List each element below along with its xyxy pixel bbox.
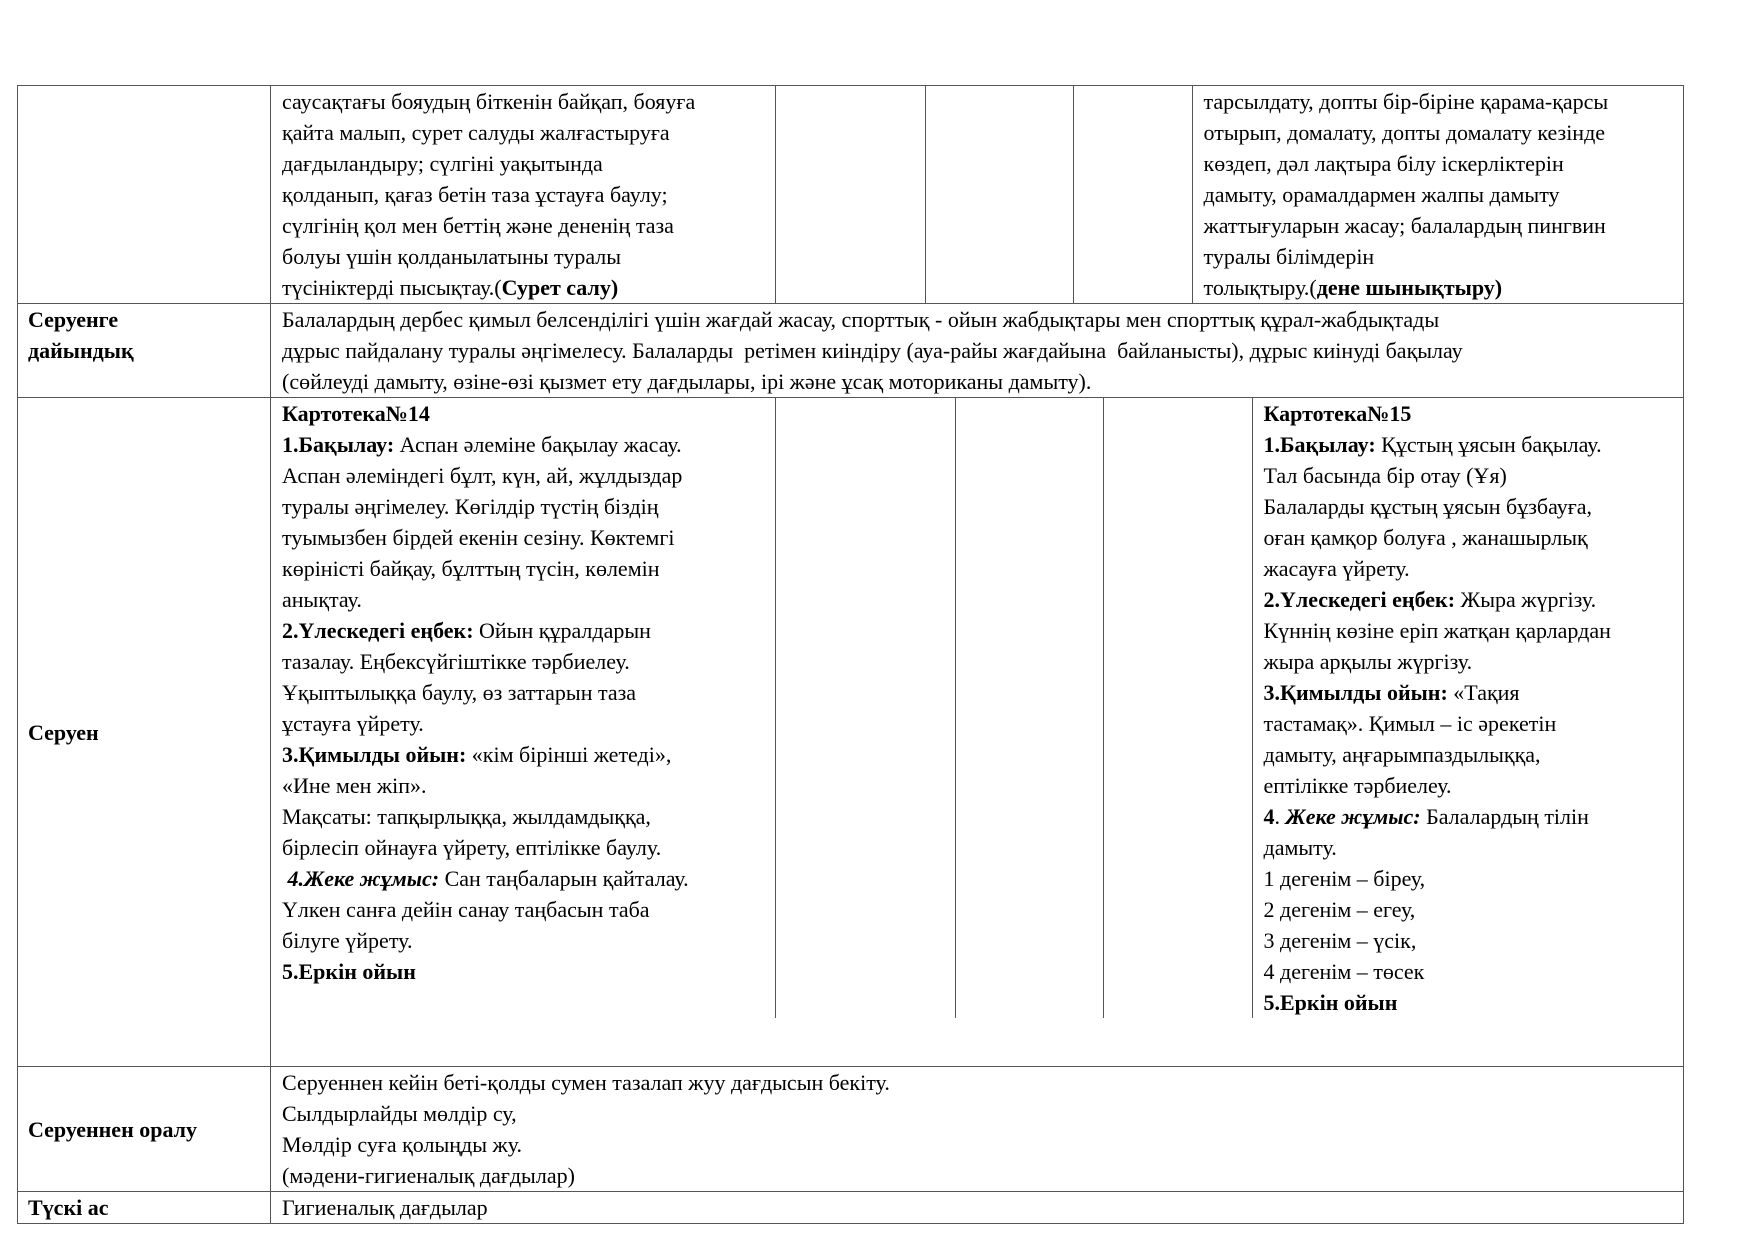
- section-head: 2.Үлескедегі еңбек:: [282, 618, 474, 643]
- return-text: Серуеннен кейін беті-қолды сумен тазалап жуу дағдысын бекіту. Сылдырлайды мөлдір су, Мөлдір суға қолыңды жу. (мәдени-гигиеналық дағдылар): [271, 1067, 1684, 1192]
- section-head: 3.Қимылды ойын:: [1263, 680, 1448, 705]
- schedule-table: [17, 85, 1684, 1224]
- text-line: туралы білімдерін: [1203, 244, 1375, 269]
- table-row-activity: [18, 86, 1684, 304]
- table-row-lunch: [18, 1192, 1684, 1224]
- section-head: 1.Бақылау:: [1263, 432, 1376, 457]
- empty-cell: [1103, 398, 1252, 1018]
- text-line: Балалардың дербес қимыл белсенділігі үшін жағдай жасау, спорттық - ойын жабдықтары мен спорттық құрал-жабдықтады: [282, 307, 1440, 332]
- text-line: (сөйлеуді дамыту, өзіне-өзі қызмет ету дағдылары, ірі және ұсақ моториканы дамыту).: [282, 369, 1092, 394]
- section-head: 1.Бақылау:: [282, 432, 395, 457]
- activity-drawing-cell: [271, 86, 775, 303]
- text-line: көздеп, дәл лақтыра білу іскерліктерін: [1203, 151, 1564, 176]
- section-head: 4.Жеке жұмыс:: [282, 866, 440, 891]
- row-label-return: Серуеннен оралу: [18, 1067, 271, 1192]
- text-line: жаттығуларын жасау; балалардың пингвин: [1203, 213, 1606, 238]
- text-line: дұрыс пайдалану туралы әңгімелесу. Балаларды ретімен киіндіру (ауа-райы жағдайына байланысты), дұрыс киінуді бақылау: [282, 338, 1463, 363]
- row-label-walk: Серуен: [18, 398, 271, 1067]
- activity-pe-cell: [1192, 86, 1684, 303]
- section-head: 3.Қимылды ойын:: [282, 742, 467, 767]
- row-label-lunch: Түскі ас: [18, 1192, 271, 1224]
- section-head: Жеке жұмыс:: [1285, 804, 1421, 829]
- text-line: дамыту, орамалдармен жалпы дамыту: [1203, 182, 1560, 207]
- empty-cell: [925, 86, 1073, 303]
- text-line: саусақтағы бояудың біткенін байқап, бояуға: [282, 89, 696, 114]
- card-title: Картотека№14: [282, 401, 430, 426]
- section-head: 2.Үлескедегі еңбек:: [1263, 587, 1456, 612]
- row-label-walk-prep: Серуенге дайындық: [18, 304, 271, 398]
- text-line: болуы үшін қолданылатыны туралы: [282, 244, 622, 269]
- text-line: толықтыру.(: [1203, 275, 1317, 300]
- card-title: Картотека№15: [1263, 401, 1412, 426]
- walk-card-14: Картотека№14 1.Бақылау: Аспан әлеміне бақылау жасау. Аспан әлеміндегі бұлт, күн, ай, жұлдыздар туралы әңгімелеу. Көгілдір түстің біздің туымызбен бірдей екенін сезіну. Көктемгі көріністі байқау, бұлттың түсін, көлемін анықтау. 2.Үлескедегі еңбек: Ойын құралдарын тазалау. Еңбексүйгіштікке тәрбиелеу. Ұқыптылыққа баулу, өз заттарын таза ұстауға үйрету. 3.Қимылды ойын: «кім бірінші жетеді», «Ине мен жіп». Мақсаты: тапқырлыққа, жылдамдыққа, бірлесіп ойнауға үйрету, ептілікке баулу. 4.Жеке жұмыс: Сан таңбаларын қайталау. Үлкен санға дейін санау таңбасын таба білуге үйрету. 5.Еркін ойын: [271, 398, 775, 1018]
- text-line: тарсылдату, допты бір-біріне қарама-қарсы: [1203, 89, 1609, 114]
- empty-cell: [775, 86, 925, 303]
- section-head: 5.Еркін ойын: [282, 959, 416, 984]
- text-line: отырып, домалату, допты домалату кезінде: [1203, 120, 1606, 145]
- walk-prep-text: [271, 304, 1684, 398]
- empty-cell: [955, 398, 1103, 1018]
- empty-cell: [1073, 86, 1192, 303]
- subject-label: дене шынықтыру): [1316, 275, 1503, 300]
- table-row-return: [18, 1067, 1684, 1192]
- section-head: 5.Еркін ойын: [1263, 990, 1398, 1015]
- walk-card-15: Картотека№15 1.Бақылау: Құстың ұясын бақылау. Тал басында бір отау (Ұя) Балаларды құстың ұясын бұзбауға, оған қамқор болуға , жанашырлық жасауға үйрету. 2.Үлескедегі еңбек: Жыра жүргізу. Күннің көзіне еріп жатқан қарлардан жыра арқылы жүргізу. 3.Қимылды ойын: «Тақия тастамақ». Қимыл – іс әрекетін дамыту, аңғарымпаздылыққа, ептілікке тәрбиелеу. 4. Жеке жұмыс: Балалардың тілін дамыту. 1 дегенім – біреу, 2 дегенім – егеу, 3 дегенім – үсік, 4 дегенім – төсек 5.Еркін ойын: [1252, 398, 1684, 1018]
- row-label-empty: [18, 86, 271, 304]
- activity-cells: [271, 86, 1684, 304]
- subject-label: Сурет салу): [501, 275, 619, 300]
- empty-cell: [775, 398, 955, 1018]
- text-line: сүлгінің қол мен беттің және дененің таза: [282, 213, 674, 238]
- walk-cells: [271, 398, 1684, 1067]
- lunch-text: Гигиеналық дағдылар: [271, 1192, 1684, 1224]
- text-line: түсініктерді пысықтау.(: [282, 275, 502, 300]
- table-row-walk: [18, 398, 1684, 1067]
- table-row-walk-prep: [18, 304, 1684, 398]
- text-line: қолданып, қағаз бетін таза ұстауға баулу;: [282, 182, 668, 207]
- text-line: қайта малып, сурет салуды жалғастыруға: [282, 120, 670, 145]
- text-line: дағдыландыру; сүлгіні уақытында: [282, 151, 603, 176]
